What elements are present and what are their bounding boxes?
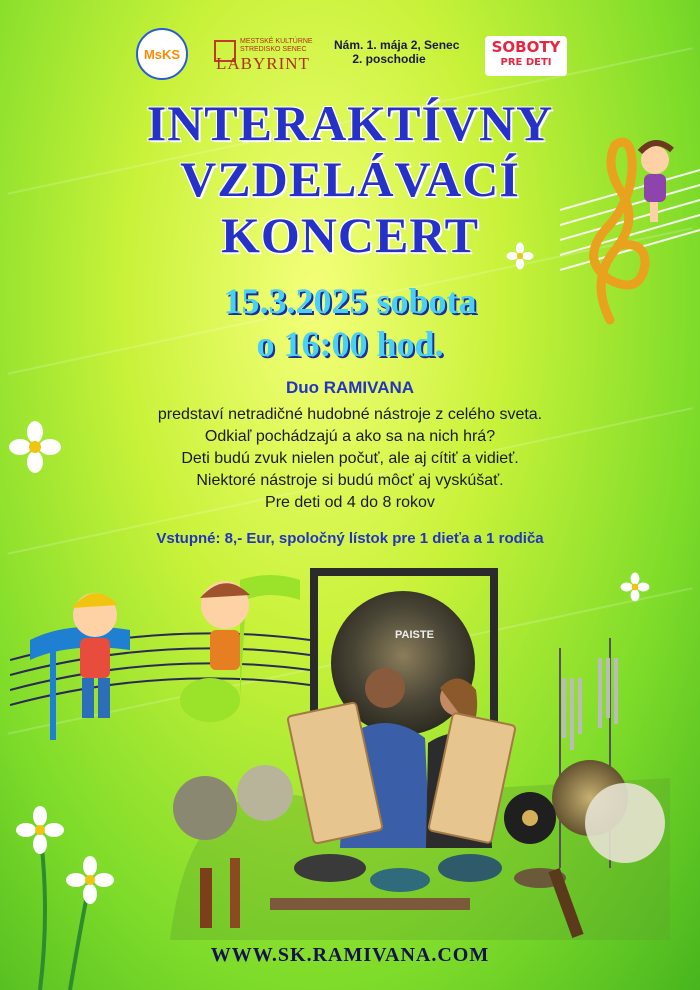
soboty-label: SOBOTY	[491, 38, 561, 56]
description-line: Deti budú zvuk nielen počuť, ale aj cítiť a vidieť.	[181, 450, 519, 467]
description-line: predstaví netradičné hudobné nástroje z celého sveta.	[157, 406, 543, 423]
event-date: 15.3.2025 sobota	[223, 281, 477, 321]
description-line: Niektoré nástroje si budú môcť aj vyskúšať.	[196, 472, 504, 489]
flower-icon	[506, 242, 534, 270]
duo-with-instruments-photo	[170, 568, 670, 940]
pre-deti-label: PRE DETI	[500, 57, 552, 68]
venue-address	[334, 38, 460, 66]
description-line: Odkiaľ pochádzajú a ako sa na nich hrá?	[204, 428, 496, 445]
title-line-1: INTERAKTÍVNY	[146, 95, 554, 151]
msks-logo-text: MsKS	[143, 46, 181, 62]
soboty-pre-deti-logo	[485, 36, 567, 76]
address-floor: 2. poschodie	[352, 52, 426, 66]
event-time: o 16:00 hod.	[256, 324, 444, 364]
labyrint-logo-title: LABYRINT	[216, 54, 310, 73]
labyrint-logo-subtitle: MESTSKÉ KULTÚRNE STREDISKO SENEC	[240, 38, 313, 53]
gong-brand-text: PAISTE	[395, 629, 434, 641]
event-description	[0, 404, 700, 514]
address-line: Nám. 1. mája 2, Senec	[334, 38, 460, 52]
website-url[interactable]: WWW.SK.RAMIVANA.COM	[210, 944, 490, 966]
labyrint-logo	[214, 36, 314, 72]
description-age-line: Pre deti od 4 do 8 rokov	[265, 494, 435, 511]
title-line-2: VZDELÁVACÍ	[180, 151, 520, 207]
title-line-3: KONCERT	[220, 207, 480, 263]
ticket-price: Vstupné: 8,- Eur, spoločný lístok pre 1 dieťa a 1 rodiča	[156, 530, 544, 547]
flower-icon	[8, 420, 62, 474]
performer-name: Duo RAMIVANA	[285, 378, 415, 397]
msks-logo	[136, 28, 188, 80]
